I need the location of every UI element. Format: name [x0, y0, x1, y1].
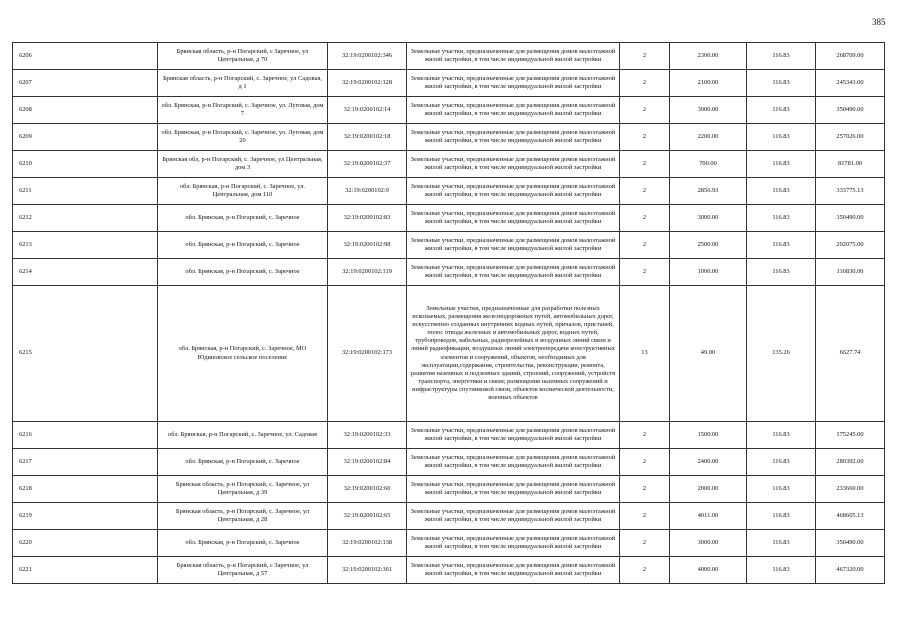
- address-cell: обл. Брянская, р-н Погарский, с. Заречное: [158, 205, 328, 232]
- address-cell: Брянская область, р-н Погарский, с. Заречное, ул Центральная, д 39: [158, 476, 328, 503]
- table-row: [13, 259, 885, 286]
- table-row: [13, 449, 885, 476]
- table-row: [13, 43, 885, 70]
- specific-value-cell: 135.26: [747, 286, 816, 422]
- area-cell: 2856.93: [670, 178, 747, 205]
- row-number-cell: 6217: [13, 449, 158, 476]
- row-number-cell: 6215: [13, 286, 158, 422]
- cadastral-value-cell: 350490.00: [816, 530, 885, 557]
- group-cell: 2: [620, 97, 670, 124]
- table-row: [13, 422, 885, 449]
- land-use-cell: Земельные участки, предназначенные для разработки полезных ископаемых, размещения железнодорожных путей, автомобильных дорог, искусственно созданных внутренних водных путей, причалов, пристаней, полос отвода железных и автомобильных дорог, водных путей, трубопроводов, кабельных, радиорелейных и воздушных линий связи и линий радиофикации, воздушных линий электропередачи конструктивных элементов и сооружений, объектов, необходимых для эксплуатации,содержания, строительства, реконструкции, ремонта, развития наземных и подземных зданий, строений, сооружений, устройств транспорта, энергетики и связи; размещения наземных сооружений и инфраструктуры спутниковой связи, объектов космической деятельности, военных объектов: [407, 286, 620, 422]
- area-cell: 1500.00: [670, 422, 747, 449]
- cadastral-value-cell: 280392.00: [816, 449, 885, 476]
- row-number-cell: 6212: [13, 205, 158, 232]
- table-row: [13, 151, 885, 178]
- cadastral-number-cell: 32:19:0200102:84: [328, 449, 407, 476]
- row-number-cell: 6213: [13, 232, 158, 259]
- cadastral-value-cell: 175245.00: [816, 422, 885, 449]
- group-cell: 2: [620, 43, 670, 70]
- land-use-cell: Земельные участки, предназначенные для размещения домов малоэтажной жилой застройки, в том числе индивидуальной жилой застройки: [407, 178, 620, 205]
- specific-value-cell: 116.83: [747, 422, 816, 449]
- area-cell: 2000.00: [670, 476, 747, 503]
- address-cell: обл. Брянская, р-н Погарский, с. Заречное, МО Юдиновское сельское поселение: [158, 286, 328, 422]
- cadastral-number-cell: 32:19:0200102:128: [328, 70, 407, 97]
- cadastral-value-cell: 257026.00: [816, 124, 885, 151]
- table-row: [13, 232, 885, 259]
- group-cell: 2: [620, 178, 670, 205]
- group-cell: 2: [620, 70, 670, 97]
- area-cell: 4011.00: [670, 503, 747, 530]
- address-cell: Брянская обл, р-н Погарский, с. Заречное, ул Центральная, дом 3: [158, 151, 328, 178]
- land-use-cell: Земельные участки, предназначенные для размещения домов малоэтажной жилой застройки, в том числе индивидуальной жилой застройки: [407, 449, 620, 476]
- land-use-cell: Земельные участки, предназначенные для размещения домов малоэтажной жилой застройки, в том числе индивидуальной жилой застройки: [407, 530, 620, 557]
- address-cell: Брянская область, р-н Погарский, с. Заречное, ул Центральная, д 28: [158, 503, 328, 530]
- cadastral-number-cell: 32:19:0200102:33: [328, 422, 407, 449]
- cadastral-number-cell: 32:19:0200102:65: [328, 503, 407, 530]
- cadastral-number-cell: 32:19:0200102:37: [328, 151, 407, 178]
- specific-value-cell: 116.83: [747, 449, 816, 476]
- address-cell: обл. Брянская, р-н Погарский, с. Заречное, ул. Луговая, дом 7: [158, 97, 328, 124]
- cadastral-value-cell: 81781.00: [816, 151, 885, 178]
- land-use-cell: Земельные участки, предназначенные для размещения домов малоэтажной жилой застройки, в том числе индивидуальной жилой застройки: [407, 259, 620, 286]
- area-cell: 2400.00: [670, 449, 747, 476]
- land-use-cell: Земельные участки, предназначенные для размещения домов малоэтажной жилой застройки, в том числе индивидуальной жилой застройки: [407, 151, 620, 178]
- page-number: 385: [872, 17, 886, 27]
- cadastral-value-cell: 468605.13: [816, 503, 885, 530]
- specific-value-cell: 116.83: [747, 259, 816, 286]
- row-number-cell: 6218: [13, 476, 158, 503]
- cadastral-number-cell: 32:19:0200102:60: [328, 476, 407, 503]
- cadastral-number-cell: 32:19:0200102:173: [328, 286, 407, 422]
- table-row: [13, 124, 885, 151]
- group-cell: 2: [620, 124, 670, 151]
- group-cell: 2: [620, 151, 670, 178]
- group-cell: 2: [620, 449, 670, 476]
- table-row: [13, 503, 885, 530]
- area-cell: 2100.00: [670, 70, 747, 97]
- address-cell: обл. Брянская, р-н Погарский, с. Заречное, ул. Садовая: [158, 422, 328, 449]
- area-cell: 3000.00: [670, 530, 747, 557]
- address-cell: обл. Брянская, р-н Погарский, с. Заречное: [158, 259, 328, 286]
- area-cell: 2200.00: [670, 124, 747, 151]
- group-cell: 13: [620, 286, 670, 422]
- specific-value-cell: 116.83: [747, 178, 816, 205]
- area-cell: 3000.00: [670, 205, 747, 232]
- land-use-cell: Земельные участки, предназначенные для размещения домов малоэтажной жилой застройки, в том числе индивидуальной жилой застройки: [407, 422, 620, 449]
- land-use-cell: Земельные участки, предназначенные для размещения домов малоэтажной жилой застройки, в том числе индивидуальной жилой застройки: [407, 124, 620, 151]
- specific-value-cell: 116.83: [747, 151, 816, 178]
- address-cell: Брянская область, р-н Погарский, с. Заречное, ул Садовая, д 1: [158, 70, 328, 97]
- group-cell: 2: [620, 476, 670, 503]
- cadastral-value-cell: 350490.00: [816, 205, 885, 232]
- address-cell: Брянская область, р-н Погарский, с Заречное, ул Центральная, д 57: [158, 557, 328, 584]
- row-number-cell: 6216: [13, 422, 158, 449]
- row-number-cell: 6219: [13, 503, 158, 530]
- address-cell: обл. Брянская, р-н Погарский, с. Заречное: [158, 232, 328, 259]
- cadastral-value-cell: 350490.00: [816, 97, 885, 124]
- group-cell: 2: [620, 232, 670, 259]
- specific-value-cell: 116.83: [747, 97, 816, 124]
- area-cell: 49.00: [670, 286, 747, 422]
- cadastral-value-cell: 467320.00: [816, 557, 885, 584]
- row-number-cell: 6209: [13, 124, 158, 151]
- table-row: [13, 70, 885, 97]
- row-number-cell: 6220: [13, 530, 158, 557]
- specific-value-cell: 116.83: [747, 70, 816, 97]
- cadastral-number-cell: 32:19:0200102:18: [328, 124, 407, 151]
- cadastral-number-cell: 32:19:0200102:83: [328, 205, 407, 232]
- specific-value-cell: 116.83: [747, 205, 816, 232]
- row-number-cell: 6210: [13, 151, 158, 178]
- group-cell: 2: [620, 530, 670, 557]
- cadastral-number-cell: 32:19:0200102:98: [328, 232, 407, 259]
- cadastral-number-cell: 32:19:0200102:138: [328, 530, 407, 557]
- address-cell: обл. Брянская, р-н Погарский, с. Заречное: [158, 449, 328, 476]
- cadastral-value-cell: 233660.00: [816, 476, 885, 503]
- row-number-cell: 6211: [13, 178, 158, 205]
- area-cell: 2300.00: [670, 43, 747, 70]
- row-number-cell: 6214: [13, 259, 158, 286]
- specific-value-cell: 116.83: [747, 232, 816, 259]
- cadastral-value-cell: 116830.00: [816, 259, 885, 286]
- group-cell: 2: [620, 259, 670, 286]
- area-cell: 4000.00: [670, 557, 747, 584]
- specific-value-cell: 116.83: [747, 557, 816, 584]
- row-number-cell: 6206: [13, 43, 158, 70]
- address-cell: обл. Брянская, р-н Погарский, с. Заречное, ул. Луговая, дом 20: [158, 124, 328, 151]
- area-cell: 1000.00: [670, 259, 747, 286]
- specific-value-cell: 116.83: [747, 124, 816, 151]
- cadastral-value-cell: 268709.00: [816, 43, 885, 70]
- table-row: [13, 178, 885, 205]
- table-row: [13, 476, 885, 503]
- area-cell: 700.00: [670, 151, 747, 178]
- area-cell: 2500.00: [670, 232, 747, 259]
- cadastral-value-cell: 245343.00: [816, 70, 885, 97]
- group-cell: 2: [620, 557, 670, 584]
- row-number-cell: 6208: [13, 97, 158, 124]
- land-use-cell: Земельные участки, предназначенные для размещения домов малоэтажной жилой застройки, в том числе индивидуальной жилой застройки: [407, 97, 620, 124]
- table-row: [13, 530, 885, 557]
- cadastral-number-cell: 32:19:0200102:14: [328, 97, 407, 124]
- address-cell: Брянская область, р-н Погарский, с Заречное, ул Центральная, д 70: [158, 43, 328, 70]
- land-use-cell: Земельные участки, предназначенные для размещения домов малоэтажной жилой застройки, в том числе индивидуальной жилой застройки: [407, 232, 620, 259]
- cadastral-number-cell: 32:19:0200102:346: [328, 43, 407, 70]
- address-cell: обл. Брянская, р-н Погарский, с. Заречное: [158, 530, 328, 557]
- cadastral-number-cell: 32:19:0200102:9: [328, 178, 407, 205]
- table-body: [13, 43, 885, 584]
- cadastral-value-cell: 333775.13: [816, 178, 885, 205]
- group-cell: 2: [620, 503, 670, 530]
- land-use-cell: Земельные участки, предназначенные для размещения домов малоэтажной жилой застройки, в том числе индивидуальной жилой застройки: [407, 557, 620, 584]
- table-row: [13, 97, 885, 124]
- land-use-cell: Земельные участки, предназначенные для размещения домов малоэтажной жилой застройки, в том числе индивидуальной жилой застройки: [407, 503, 620, 530]
- land-use-cell: Земельные участки, предназначенные для размещения домов малоэтажной жилой застройки, в том числе индивидуальной жилой застройки: [407, 43, 620, 70]
- group-cell: 2: [620, 422, 670, 449]
- specific-value-cell: 116.83: [747, 43, 816, 70]
- row-number-cell: 6221: [13, 557, 158, 584]
- cadastral-value-cell: 292075.00: [816, 232, 885, 259]
- cadastral-value-cell: 6627.74: [816, 286, 885, 422]
- land-use-cell: Земельные участки, предназначенные для размещения домов малоэтажной жилой застройки, в том числе индивидуальной жилой застройки: [407, 205, 620, 232]
- specific-value-cell: 116.83: [747, 476, 816, 503]
- table-row: [13, 205, 885, 232]
- address-cell: обл. Брянская, р-н Погарский, с. Заречное, ул. Центральная, дом 110: [158, 178, 328, 205]
- group-cell: 2: [620, 205, 670, 232]
- cadastral-number-cell: 32:19:0200102:119: [328, 259, 407, 286]
- table-row: [13, 557, 885, 584]
- specific-value-cell: 116.83: [747, 530, 816, 557]
- row-number-cell: 6207: [13, 70, 158, 97]
- table-row: [13, 286, 885, 422]
- land-use-cell: Земельные участки, предназначенные для размещения домов малоэтажной жилой застройки, в том числе индивидуальной жилой застройки: [407, 70, 620, 97]
- land-use-cell: Земельные участки, предназначенные для размещения домов малоэтажной жилой застройки, в том числе индивидуальной жилой застройки: [407, 476, 620, 503]
- area-cell: 3000.00: [670, 97, 747, 124]
- cadastral-number-cell: 32:19:0200102:361: [328, 557, 407, 584]
- cadastral-value-table: [12, 42, 885, 584]
- specific-value-cell: 116.83: [747, 503, 816, 530]
